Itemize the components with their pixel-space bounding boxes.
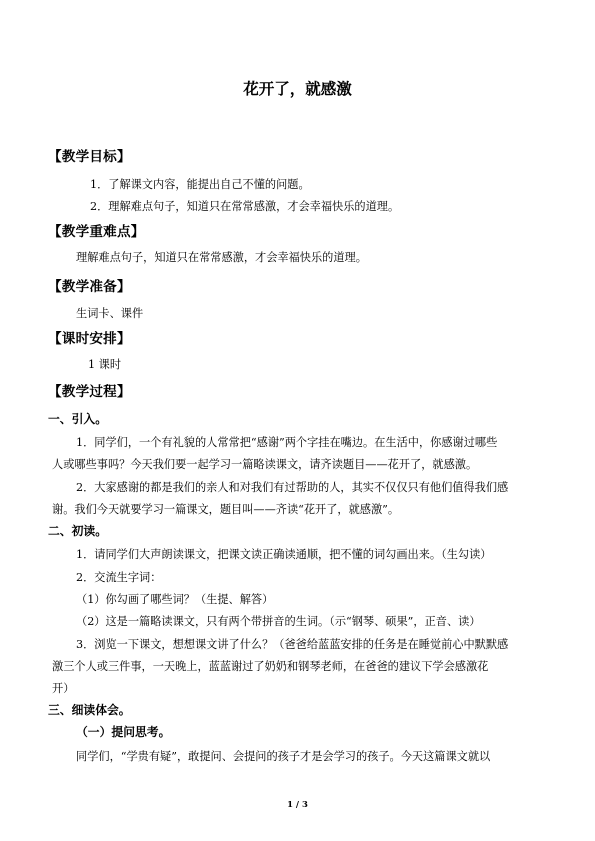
paragraph-line: 2．大家感谢的都是我们的亲人和对我们有过帮助的人，其实不仅仅只有他们值得我们感 [76, 481, 509, 494]
paragraph-line: 开） [52, 682, 75, 695]
paragraph-line: （1）你勾画了哪些词？（生提、解答） [76, 593, 274, 606]
key-points-text: 理解难点句子，知道只在常常感激，才会幸福快乐的道理。 [76, 251, 367, 264]
preparation-heading: 【教学准备】 [48, 279, 131, 295]
document-title: 花开了，就感激 [243, 80, 352, 98]
subsection-title: （一）提问思考。 [76, 725, 171, 739]
section-title-close-reading: 三、细读体会。 [48, 703, 131, 717]
paragraph-line: 1．同学们，一个有礼貌的人常常把“感谢”两个字挂在嘴边。在生活中，你感谢过哪些 [76, 436, 498, 449]
section-title-intro: 一、引入。 [48, 412, 107, 426]
paragraph-line: 2．交流生字词： [76, 571, 162, 584]
objectives-heading: 【教学目标】 [48, 149, 131, 165]
page-number: 1 / 3 [287, 800, 308, 810]
paragraph-line: 激三个人或三件事，一天晚上，蓝蓝谢过了奶奶和钢琴老师，在爸爸的建议下学会感激花 [52, 660, 489, 673]
paragraph-line: 1．请同学们大声朗读课文，把课文读正确读通顺，把不懂的词勾画出来。（生勾读） [76, 548, 492, 561]
section-title-first-reading: 二、初读。 [48, 524, 107, 538]
schedule-text: 1 课时 [88, 358, 122, 371]
schedule-heading: 【课时安排】 [48, 331, 131, 347]
paragraph-line: 人或哪些事吗？今天我们要一起学习一篇略读课文，请齐读题目——花开了，就感激。 [52, 458, 478, 471]
preparation-text: 生词卡、课件 [76, 307, 144, 320]
paragraph-line: 谢。我们今天就要学习一篇课文，题目叫——齐读“花开了，就感激”。 [52, 503, 400, 516]
process-heading: 【教学过程】 [48, 384, 131, 400]
paragraph-line: （2）这是一篇略读课文，只有两个带拼音的生词。（示“钢琴、硕果”，正音、读） [76, 615, 481, 628]
key-points-heading: 【教学重难点】 [48, 224, 145, 240]
paragraph-line: 同学们，“学贵有疑”，敢提问、会提问的孩子才是会学习的孩子。今天这篇课文就以 [76, 750, 491, 763]
objective-item: 1．了解课文内容，能提出自己不懂的问题。 [90, 178, 310, 191]
paragraph-line: 3．浏览一下课文，想想课文讲了什么？（爸爸给蓝蓝安排的任务是在睡觉前心中默默感 [76, 638, 509, 651]
objective-item: 2．理解难点句子，知道只在常常感激，才会幸福快乐的道理。 [90, 200, 400, 213]
